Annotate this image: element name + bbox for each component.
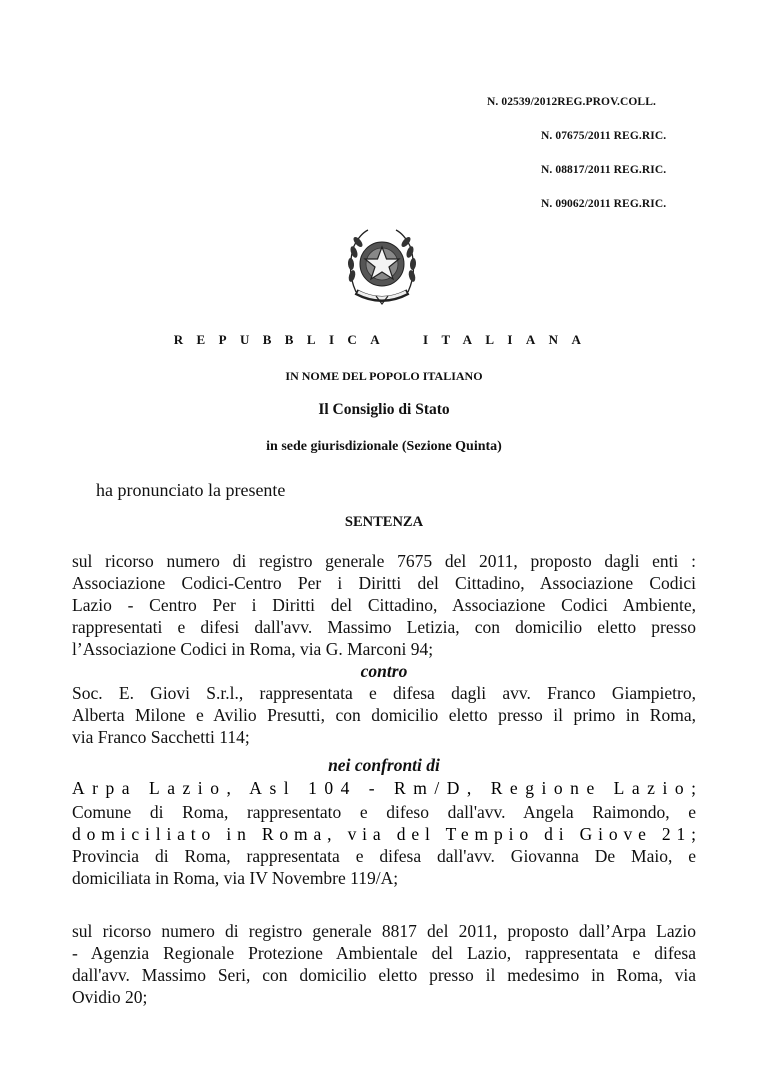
- in-nome-del-popolo: IN NOME DEL POPOLO ITALIANO: [285, 369, 483, 383]
- reg-number-ric-7675: N. 07675/2011 REG.RIC.: [541, 130, 667, 142]
- body-line: Soc. E. Giovi S.r.l., rappresentata e difesa dagli avv. Franco Giampietro,: [72, 683, 696, 703]
- repubblica-italiana-heading: [0, 332, 768, 348]
- sede-giurisdizionale: in sede giurisdizionale (Sezione Quinta): [266, 439, 502, 454]
- body-line: domiciliata in Roma, via IV Novembre 119/A;: [72, 868, 399, 888]
- reg-number-ric-9062: N. 09062/2011 REG.RIC.: [541, 198, 667, 210]
- body-line: l’Associazione Codici in Roma, via G. Marconi 94;: [72, 639, 434, 659]
- body-line: Provincia di Roma, rappresentata e difesa dall'avv. Giovanna De Maio, e: [72, 846, 696, 866]
- repubblica-word: REPUBBLICA: [173, 332, 393, 347]
- sentenza-title: SENTENZA: [344, 514, 424, 530]
- body-line: Alberta Milone e Avilio Presutti, con domicilio eletto presso il primo in Roma,: [72, 705, 696, 725]
- body-line: sul ricorso numero di registro generale 7675 del 2011, proposto dagli enti :: [72, 551, 696, 571]
- consiglio-di-stato-title: Il Consiglio di Stato: [318, 401, 450, 418]
- domiciliato-text: domiciliato in Roma, via del Tempio di Giove 21;: [72, 824, 696, 844]
- parties-text: Arpa Lazio, Asl 104 - Rm/D, Regione Lazio;: [72, 778, 696, 798]
- body-line: Ovidio 20;: [72, 987, 148, 1007]
- body-line: Associazione Codici-Centro Per i Diritti del Cittadino, Associazione Codici: [72, 573, 696, 593]
- reg-number-prov-coll: N. 02539/2012REG.PROV.COLL.: [487, 96, 656, 108]
- body-line: Comune di Roma, rappresentato e difeso dall'avv. Angela Raimondo, e: [72, 802, 696, 822]
- body-line: rappresentati e difesi dall'avv. Massimo Letizia, con domicilio eletto presso: [72, 617, 696, 637]
- justified-parties-line: [72, 777, 696, 799]
- contro-heading: contro: [360, 661, 408, 681]
- body-line: Lazio - Centro Per i Diritti del Cittadino, Associazione Codici Ambiente,: [72, 595, 696, 615]
- body-line: - Agenzia Regionale Protezione Ambientale del Lazio, rappresentata e difesa: [72, 943, 696, 963]
- reg-number-ric-8817: N. 08817/2011 REG.RIC.: [541, 164, 667, 176]
- pronunciato-line: ha pronunciato la presente: [96, 480, 286, 500]
- body-line: dall'avv. Massimo Seri, con domicilio eletto presso il medesimo in Roma, via: [72, 965, 696, 985]
- body-line: sul ricorso numero di registro generale 8817 del 2011, proposto dall’Arpa Lazio: [72, 921, 696, 941]
- italian-republic-emblem-icon: [342, 222, 422, 312]
- justified-domiciliato-line: [72, 823, 696, 845]
- nei-confronti-heading: nei confronti di: [328, 755, 440, 775]
- italiana-word: ITALIANA: [423, 332, 595, 347]
- body-line: via Franco Sacchetti 114;: [72, 727, 250, 747]
